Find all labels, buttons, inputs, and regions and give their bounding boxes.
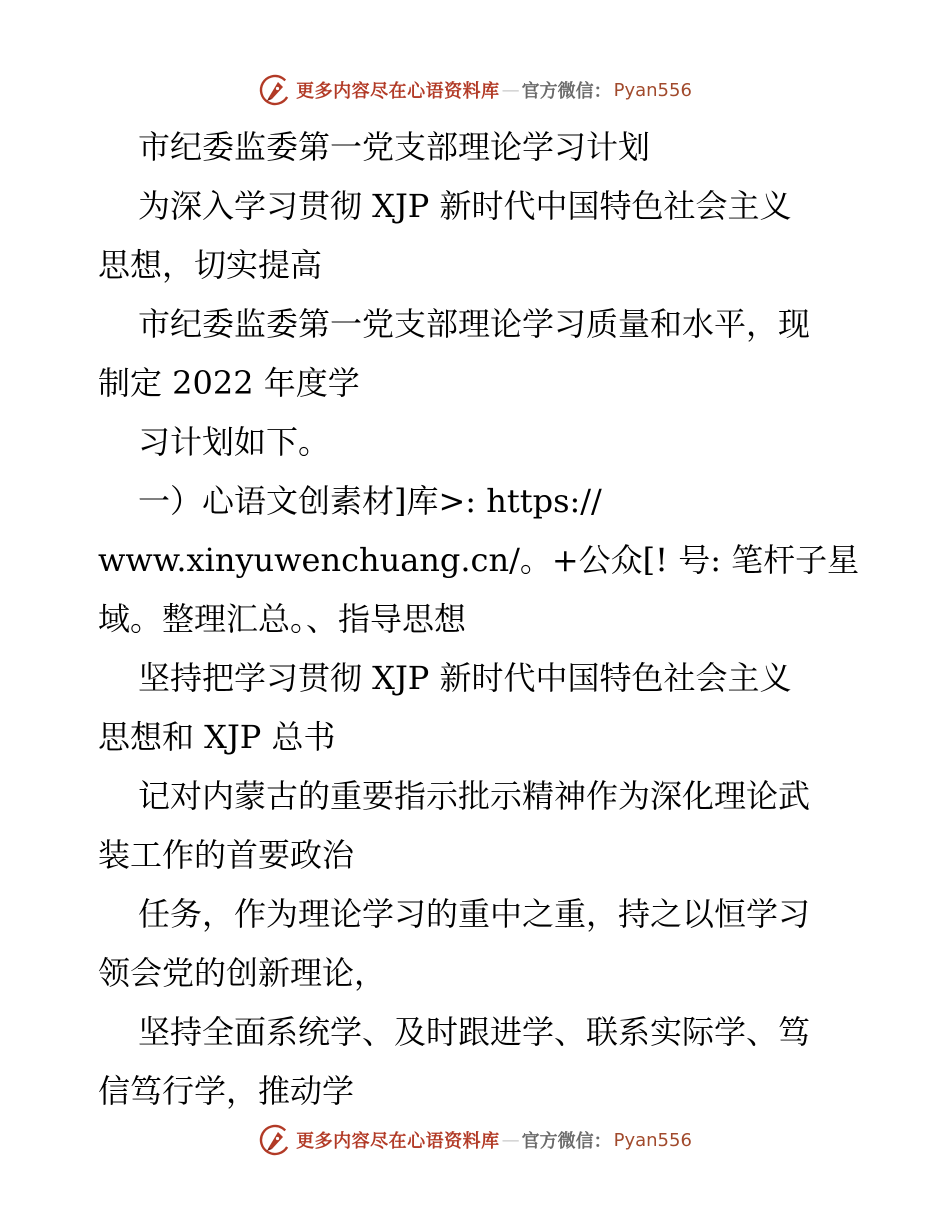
document-line: 市纪委监委第一党支部理论学习质量和水平，现 — [138, 305, 811, 343]
document-line: 信笃行学，推动学 — [98, 1072, 355, 1110]
document-line: 思想，切实提高 — [98, 246, 323, 284]
watermark-brand-text: 更多内容尽在心语资料库 — [296, 1131, 500, 1152]
watermark-wechat-id: Pyan556 — [613, 1129, 692, 1151]
document-line: 为深入学习贯彻 XJP 新时代中国特色社会主义 — [138, 187, 792, 225]
document-line: 制定 2022 年度学 — [98, 364, 360, 402]
document-line: 装工作的首要政治 — [98, 836, 355, 874]
document-line: 任务，作为理论学习的重中之重，持之以恒学习 — [138, 895, 811, 933]
watermark-banner-bottom — [0, 1120, 950, 1160]
pen-nib-logo-icon — [258, 1123, 292, 1157]
watermark-dash: — — [501, 1129, 520, 1151]
watermark-brand-text: 更多内容尽在心语资料库 — [296, 81, 500, 102]
document-line: 坚持把学习贯彻 XJP 新时代中国特色社会主义 — [138, 659, 792, 697]
watermark-dash: — — [501, 79, 520, 101]
document-line: 域。整理汇总。、指导思想 — [98, 600, 467, 638]
document-line: 市纪委监委第一党支部理论学习计划 — [138, 128, 651, 166]
watermark-official-label: 官方微信： — [521, 1131, 612, 1152]
watermark-banner-top — [0, 70, 950, 110]
document-body — [98, 118, 858, 1121]
document-line: 一）心语文创素材]库>: https:// — [138, 482, 602, 520]
watermark-official-label: 官方微信： — [521, 81, 612, 102]
document-line: 思想和 XJP 总书 — [98, 718, 336, 756]
document-line: 领会党的创新理论， — [98, 954, 387, 992]
document-line: 坚持全面系统学、及时跟进学、联系实际学、笃 — [138, 1013, 811, 1051]
watermark-wechat-id: Pyan556 — [613, 79, 692, 101]
document-line: 记对内蒙古的重要指示批示精神作为深化理论武 — [138, 777, 811, 815]
document-line: 习计划如下。 — [138, 423, 331, 461]
document-line: www.xinyuwenchuang.cn/。+公众[! 号: 笔杆子星 — [98, 541, 860, 579]
pen-nib-logo-icon — [258, 73, 292, 107]
